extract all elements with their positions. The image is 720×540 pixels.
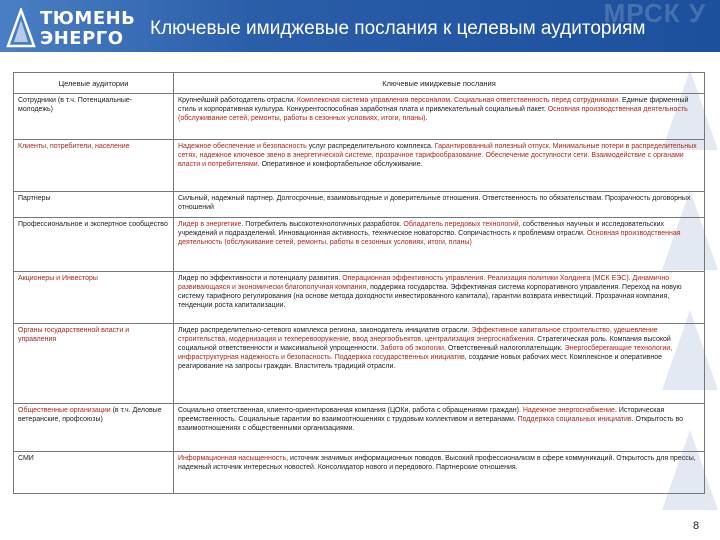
message-text: , создание новых рабочих мест. Комплексное и оперативное реагирование на запросы граждан. Властитель традиций отрасли.	[178, 354, 663, 370]
message-text: Обладатель передовых технологий	[403, 221, 519, 228]
table-row	[14, 94, 705, 140]
message-text: .	[425, 115, 428, 122]
message-text: . Ответственный налогоплательщик.	[443, 345, 565, 352]
header-bar	[0, 0, 720, 52]
audience-text: Органы государственной власти и управления	[18, 327, 130, 343]
table-row	[14, 404, 705, 452]
message-text: Сильный, надежный партнер. Долгосрочные, взаимовыгодные и доверительные отношения. Ответственность по обязательствам. Прозрачность договорных отношений	[178, 195, 691, 211]
message-text: Комплексная система управления персоналом. Социальная ответственность перед сотрудниками	[297, 97, 619, 104]
message-cell	[174, 218, 705, 272]
message-text: Лидер распределительно-сетевого комплекса региона, законодатель инициатив отрасли.	[178, 327, 472, 334]
message-cell	[174, 192, 705, 218]
watermark: МРСК У	[603, 0, 706, 28]
message-cell	[174, 272, 705, 324]
message-text: Лидер по эффективности и потенциалу развития.	[178, 275, 343, 282]
audience-cell	[14, 452, 174, 494]
table-row	[14, 192, 705, 218]
message-text: Основная производственная деятельность (обслуживание сетей, ремонты, работы в сезонных условиях, итоги, планы)	[178, 230, 681, 246]
audience-text: Акционеры и Инвесторы	[18, 275, 98, 282]
audience-text: СМИ	[18, 455, 34, 462]
logo-line-1: ТЮМЕНЬ	[40, 8, 136, 29]
table-row	[14, 272, 705, 324]
message-text: Операционная эффективность управления. Реализация политики Холдинга (МСК ЕЭС). Динамично развивающаяся и экономически благополучная компания	[178, 275, 670, 291]
message-text: . Открытость во взаимоотношениях с общественными организациями.	[178, 416, 684, 432]
logo-line-2: ЭНЕРГО	[40, 28, 124, 49]
message-cell	[174, 324, 705, 404]
message-text: Крупнейший работодатель отрасли.	[178, 97, 298, 104]
table-row	[14, 324, 705, 404]
audience-text: Сотрудники (в т.ч.	[18, 97, 78, 104]
audience-text: Потенциальные- молодежь)	[18, 97, 133, 113]
audience-cell	[14, 94, 174, 140]
message-text: услуг распределительного комплекса.	[306, 143, 435, 150]
audience-cell	[14, 140, 174, 192]
logo-mark-icon	[6, 8, 36, 48]
message-text: Социально ответственная, клиенто-ориентированная компания (ЦОКи, работа с обращениями граждан).	[178, 407, 523, 414]
message-text: Забота об экологии	[380, 345, 444, 352]
message-cell	[174, 452, 705, 494]
audience-text: Партнеры	[18, 195, 51, 202]
message-text: , собственных научных и исследовательских учреждений и подразделений. Инновационная активность, техническое новаторство. Сопричастность к проблемам отрасли.	[178, 221, 665, 237]
audience-cell	[14, 218, 174, 272]
audience-cell	[14, 192, 174, 218]
message-text: . Единые фирменный стиль и корпоративная культура. Конкурентоспособная заработная плата и привлекательный социальный пакет.	[178, 97, 689, 113]
table-header-row	[14, 73, 705, 94]
audience-cell	[14, 324, 174, 404]
audience-cell	[14, 272, 174, 324]
audience-cell	[14, 404, 174, 452]
message-text: . Историческая преемственность. Социальные гарантии во взаимоотношениях с трудовым коллективом и ветеранами.	[178, 407, 665, 423]
page-title: Ключевые имиджевые послания к целевым аудиториям	[150, 18, 646, 39]
message-text: Надежное энергоснабжение	[522, 407, 615, 414]
table-row	[14, 218, 705, 272]
message-cell	[174, 404, 705, 452]
message-text: Информационная насыщенность	[178, 455, 287, 462]
page-number: 8	[693, 520, 700, 532]
message-text: Поддержка социальных инициатив	[517, 416, 632, 423]
message-text: , поддержка государства. Эффективная система корпоративного управления. Переход на новую систему тарифного регулирования (на основе метода доходности инвестированного капитала), гарантии возврата инвестиций. Прозрачная компания, тенденции роста капитализации.	[178, 284, 682, 309]
audience-text: Клиенты, потребители, население	[18, 143, 130, 150]
table-row	[14, 452, 705, 494]
message-text: , источник значимых информационных поводов. Высокий профессионализм в сфере коммуникаций. Открытость для прессы, надежный источник интересных новостей. Консолидатор нового и передового. Партнерские отношения.	[178, 455, 696, 471]
message-text: Эффективное капитальное строительство, удешевление строительства, модернизация и техперевооружение, ввод энергообъектов, централизация энергоснабжения	[178, 327, 658, 343]
table-body	[14, 94, 705, 494]
message-text: Надежное обеспечение и безопасность	[178, 143, 307, 150]
messages-table	[13, 72, 705, 494]
company-logo	[4, 4, 136, 49]
message-text: Основная производственная деятельность (обслуживание сетей, ремонты, работы в сезонных условиях, итоги, планы)	[178, 106, 688, 122]
audience-text: (в т.ч. Деловые ветеранские, профсоюзы)	[18, 407, 162, 423]
table-row	[14, 140, 705, 192]
message-text: Лидер в энергетике	[178, 221, 242, 228]
message-text: . Потребитель высокотехнологичных разработок.	[241, 221, 404, 228]
message-text: Энергосберегающие технологии, инфраструктурная надежность и безопасность. Поддержка государственных инициатив	[178, 345, 673, 361]
message-text: . Стратегическая роль. Компания высокой социальной ответственности и максимальной упрощенности.	[178, 336, 671, 352]
message-text: Гарантированный полезный отпуск. Минимальные потери в распределительных сетях, надежное ключевое звено в энергетической системе, прозрачное тарифообразование. Обеспечение доступности сети. Взаимодействие с органами власти и потребителями.	[178, 143, 697, 168]
col-header-audiences: Целевые аудитории	[14, 73, 174, 94]
message-text: Оперативное и комфортабельное обслуживание.	[259, 161, 423, 168]
audience-text: Общественные организации	[18, 407, 111, 414]
message-cell	[174, 140, 705, 192]
col-header-messages: Ключевые имиджевые послания	[174, 73, 705, 94]
message-cell	[174, 94, 705, 140]
audience-text: Профессиональное и экспертное сообщество	[18, 221, 168, 228]
